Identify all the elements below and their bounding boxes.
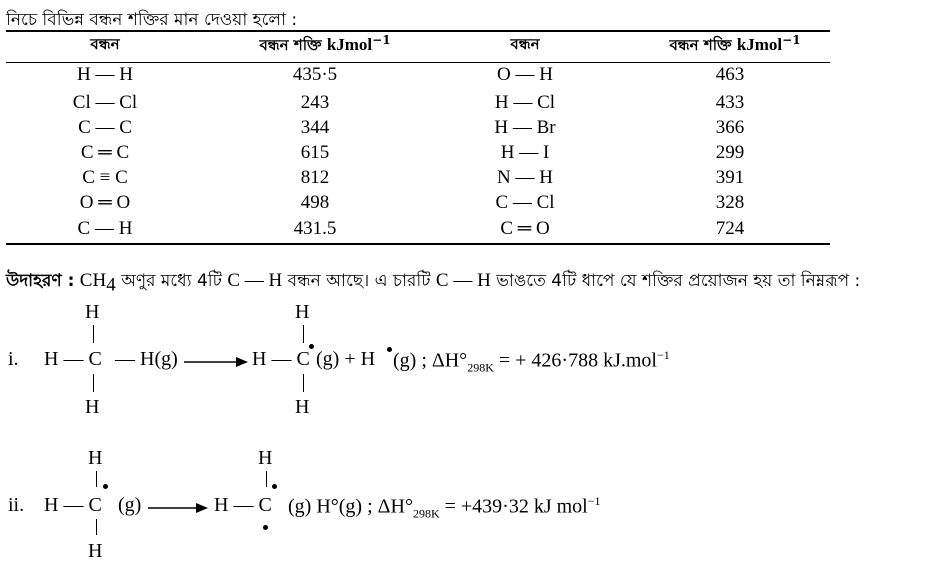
table-cell-bond: C — Cl — [495, 192, 555, 213]
product-tail-2: (g) ; ΔH° — [393, 349, 468, 372]
example-formula: CH — [79, 270, 107, 291]
enthalpy-expression — [288, 494, 601, 522]
header-energy-sup: −1 — [372, 33, 391, 47]
atom-h-top: H — [88, 447, 103, 469]
example-text-part: অণুর মধ্যে 4টি — [115, 271, 228, 291]
table-cell-energy: 812 — [300, 167, 330, 188]
intro-text: নিচে বিভিন্ন বন্ধন শক্তির মান দেওয়া হলো : — [6, 10, 298, 30]
header-energy-sup: −1 — [782, 33, 801, 47]
table-cell-bond: Cl — Cl — [72, 92, 138, 113]
example-bond: C — H — [435, 270, 491, 291]
table-cell-energy: 431.5 — [293, 218, 337, 239]
radical-dot-icon — [272, 484, 277, 489]
table-cell-bond: C — C — [78, 117, 132, 138]
table-cell-energy: 243 — [300, 92, 330, 113]
header-energy-left — [230, 33, 420, 59]
atom-h-bottom: H — [88, 540, 103, 562]
enthalpy-sub: 298K — [412, 506, 440, 521]
reactant-core: H — C — [44, 494, 102, 516]
table-cell-energy: 433 — [715, 92, 745, 113]
reactant-tail: (g) — [118, 494, 142, 516]
product-tail: (g) + H — [316, 348, 376, 370]
table-cell-energy: 435·5 — [292, 64, 338, 85]
atom-h-top: H — [85, 301, 100, 323]
table-cell-bond: H — Br — [494, 117, 556, 138]
bond-line — [93, 325, 94, 343]
atom-h-bottom: H — [85, 396, 100, 418]
header-energy-right — [640, 33, 830, 59]
reactant-tail: — H(g) — [115, 348, 178, 370]
reaction-number: ii. — [8, 494, 25, 516]
table-cell-bond: C ═ O — [500, 218, 550, 239]
reactant-core: H — C — [44, 348, 102, 370]
header-energy-unit: kJmol — [326, 35, 373, 54]
arrow-icon — [148, 502, 208, 514]
enthalpy-expression — [393, 348, 670, 376]
example-formula-sub: 4 — [106, 274, 116, 296]
example-bond: C — H — [227, 270, 283, 291]
bond-line — [266, 471, 267, 487]
table-cell-energy: 463 — [715, 64, 745, 85]
bond-line — [303, 374, 304, 392]
bond-line — [96, 471, 97, 487]
enthalpy-value: = + 426·788 kJ.mol — [493, 349, 657, 372]
atom-h-top: H — [295, 301, 310, 323]
reaction-number: i. — [8, 348, 19, 370]
example-text-part: ভাঙতে 4টি ধাপে যে শক্তির প্রয়োজন হয় তা নিম্নরূপ : — [490, 271, 861, 291]
radical-dot-icon — [387, 347, 392, 352]
product-core: H — C — [214, 494, 272, 516]
table-header-rule — [6, 62, 830, 63]
table-cell-bond: H — I — [500, 142, 550, 163]
table-cell-bond: O — H — [497, 64, 553, 85]
bond-line — [93, 374, 94, 392]
header-bond-left: বন্ধন — [90, 35, 120, 53]
enthalpy-sup: −1 — [587, 494, 601, 508]
table-cell-energy: 724 — [715, 218, 745, 239]
arrow-icon — [184, 356, 248, 368]
table-cell-energy: 299 — [715, 142, 745, 163]
header-energy-label: বন্ধন শক্তি — [669, 36, 732, 54]
radical-dot-icon — [263, 525, 268, 530]
example-label: উদাহরণ : — [6, 271, 75, 291]
bond-line — [303, 325, 304, 343]
header-energy-unit: kJmol — [736, 35, 783, 54]
table-cell-energy: 391 — [715, 167, 745, 188]
product-tail: (g) H°(g) ; ΔH° — [288, 495, 413, 518]
atom-h-bottom: H — [295, 396, 310, 418]
bond-line — [96, 519, 97, 535]
table-bottom-rule — [6, 243, 830, 245]
table-cell-energy: 498 — [300, 192, 330, 213]
radical-dot-icon — [103, 484, 108, 489]
table-cell-bond: H — H — [77, 64, 133, 85]
example-text — [6, 268, 860, 296]
enthalpy-sub: 298K — [467, 360, 494, 375]
enthalpy-value: = +439·32 kJ mol — [439, 495, 588, 518]
header-energy-label: বন্ধন শক্তি — [259, 36, 322, 54]
table-cell-bond: C — H — [77, 218, 133, 239]
table-cell-bond: C ═ C — [80, 142, 130, 163]
table-cell-energy: 615 — [300, 142, 330, 163]
table-cell-energy: 366 — [715, 117, 745, 138]
table-cell-bond: N — H — [497, 167, 553, 188]
table-top-rule — [6, 30, 830, 32]
table-cell-energy: 328 — [715, 192, 745, 213]
example-text-part: বন্ধন আছে। এ চারটি — [282, 271, 436, 291]
header-bond-right: বন্ধন — [510, 35, 540, 53]
table-cell-bond: C ≡ C — [82, 167, 128, 188]
table-cell-energy: 344 — [300, 117, 330, 138]
enthalpy-sup: −1 — [656, 348, 670, 362]
atom-h-top: H — [258, 447, 273, 469]
table-cell-bond: O ═ O — [79, 192, 131, 213]
table-cell-bond: H — Cl — [494, 92, 556, 113]
product-core: H — C — [252, 348, 310, 370]
